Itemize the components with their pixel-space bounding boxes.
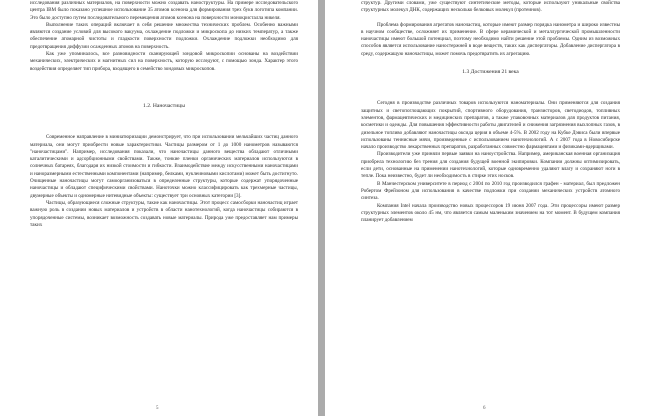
section-heading: 1.3 Достижения 21 века	[462, 69, 519, 76]
paragraph: исследования различных материалов, на поверхности можно создавать наноструктуры. На примере исследовательского центра IBM было показано успешное использование 35 атомов ксенона для формирования трех букв логотипа компании. Это было доступно путем последовательного перемещения атомов ксенона на поверхности монокристалла никеля.	[30, 0, 298, 21]
paragraph: Современное направление в миниатюризации демонстрирует, что при использовании мельчайших частиц данного материала, они могут приобрести новые характеристики. Частицы размером от 1 до 1000 нанометров называются "наночастицами". Например, исследования показали, что наночастицы данного вещества обладают отличными каталитическими и адсорбционными свойствами. Также, тонкие пленки органических материалов используются в солнечных батареях, благодаря их низкой стоимости и гибкости. Взаимодействие между искусственными наночастицами и наноразмерными естественными компонентами (например, белками, нуклеиновыми кислотами) может быть достигнуто. Очищенные наночастицы могут самоорганизоваться в определенные структуры, которые содержат упорядоченные наночастицы и обладают специфическими свойствами. Наноточки можно классифицировать как трехмерные частицы, двумерные объекты и одномерные нитевидные объекты: существует три основных категории [3].	[30, 134, 298, 199]
paragraph: Выполнение таких операций включает в себя решение множества технических проблем. Особенно важными являются создание условий для высокого вакуума, охлаждение подложки и микроскопа до низких температур, а также обеспечение атомарной чистоты и гладкости поверхности подложки. Охлаждение подложки необходимо для предотвращения диффузии осажденных атомов на поверхность.	[30, 21, 298, 50]
section-heading: 1.2. Наночастицы	[143, 102, 185, 109]
body-section-bottom	[361, 100, 620, 224]
page-number: 5	[156, 406, 159, 411]
document-page-right	[325, 0, 650, 416]
page-number: 6	[483, 406, 486, 411]
paragraph: Частицы, образующиеся сложные структуры, такие как наночастицы. Этот процесс самосборки наночастиц играет важную роль в создании новых материалов и устройств в области нанотехнологий, когда наночастицы собираются в упорядоченные системы, возникает возможность создавать новые материалы. Природа уже предоставляет нам примеры таких	[30, 199, 298, 228]
paragraph: В Манчестерском университете в период с 2004 по 2010 год производился графен - материал, был предложен Робертом Фрейзоном для использования в качестве подложки при создании механических устройств атомного синтеза.	[361, 180, 620, 202]
paragraph: Проблема формирования агрегатов наночастиц, которые имеют размер порядка нанометра и широко известны в научном сообществе, осложняет их применение. В сфере керамической и металлургической промышленности наночастицы имеют большой потенциал, поэтому необходимо найти решение этой проблемы. Одним из возможных способов является использование наностержней в воде веществ, таких как диспергаторы. Добавление диспергатора в среду, содержащую наночастицы, может помочь предотвратить их агрегацию.	[361, 21, 620, 57]
document-page-left	[0, 0, 318, 416]
paragraph: Сегодня в производстве различных товаров используются наноматериалы. Они применяются для создания защитных и светопоглощающих покрытий, спортивного оборудования, транзисторов, светодиодов, топливных элементов, фармацевтических и медицинских препаратов, а также упаковочных материалов для продуктов питания, косметики и одежды. Для повышения эффективности работы двигателей и снижения загрязнения выхлопных газов, в дизельное топливо добавляют наночастицы оксида церия в объеме 4-5%. В 2002 году на Кубке Дэвиса были впервые использованы теннисные мячи, произведенные с использованием нанотехнологий. А с 2007 года в Новосибирске начало производство лекарственных препаратов, разработанных совместно фармацевтами и физиками-ядерщиками.	[361, 100, 620, 151]
body-section-bottom	[30, 134, 298, 229]
paragraph: Как уже упоминалось, все разновидности сканирующей зондовой микроскопии основаны на воздействии механических, электрических и магнитных сил на поверхность, которую исследуют, с помощью зонда. Характер этого воздействия определяет тип прибора, входящего в семейство зондовых микроскопов.	[30, 51, 298, 72]
paragraph: Компания Intel начала производство новых процессоров 19 июня 2007 года. Эти процессоры имеют размер структурных элементов около 45 нм, что является самым маленьким значением на тот момент. В будущем компания планирует добавлением	[361, 202, 620, 224]
paragraph: структур. Другими словами, уже существуют синтетические методы, которые используют уникальные свойства структурных молекул ДНК, содержащих несколько белковых молекул (протеинов).	[361, 0, 620, 14]
paragraph: Производители уже приняли первые заявки на наноустройства. Например, американская военная организация приобрела технологию без трения для создания будущей военной экипировки. Компании должны оптимизировать, если дети, основанные на применении нанотехнологий, которые одновременно удаляют влагу и сохраняют ноги в тепле. Пока неизвестно, будет ли необходимость в стирке этих носков.	[361, 151, 620, 180]
body-section-top	[361, 0, 620, 58]
body-section-top	[30, 0, 298, 73]
